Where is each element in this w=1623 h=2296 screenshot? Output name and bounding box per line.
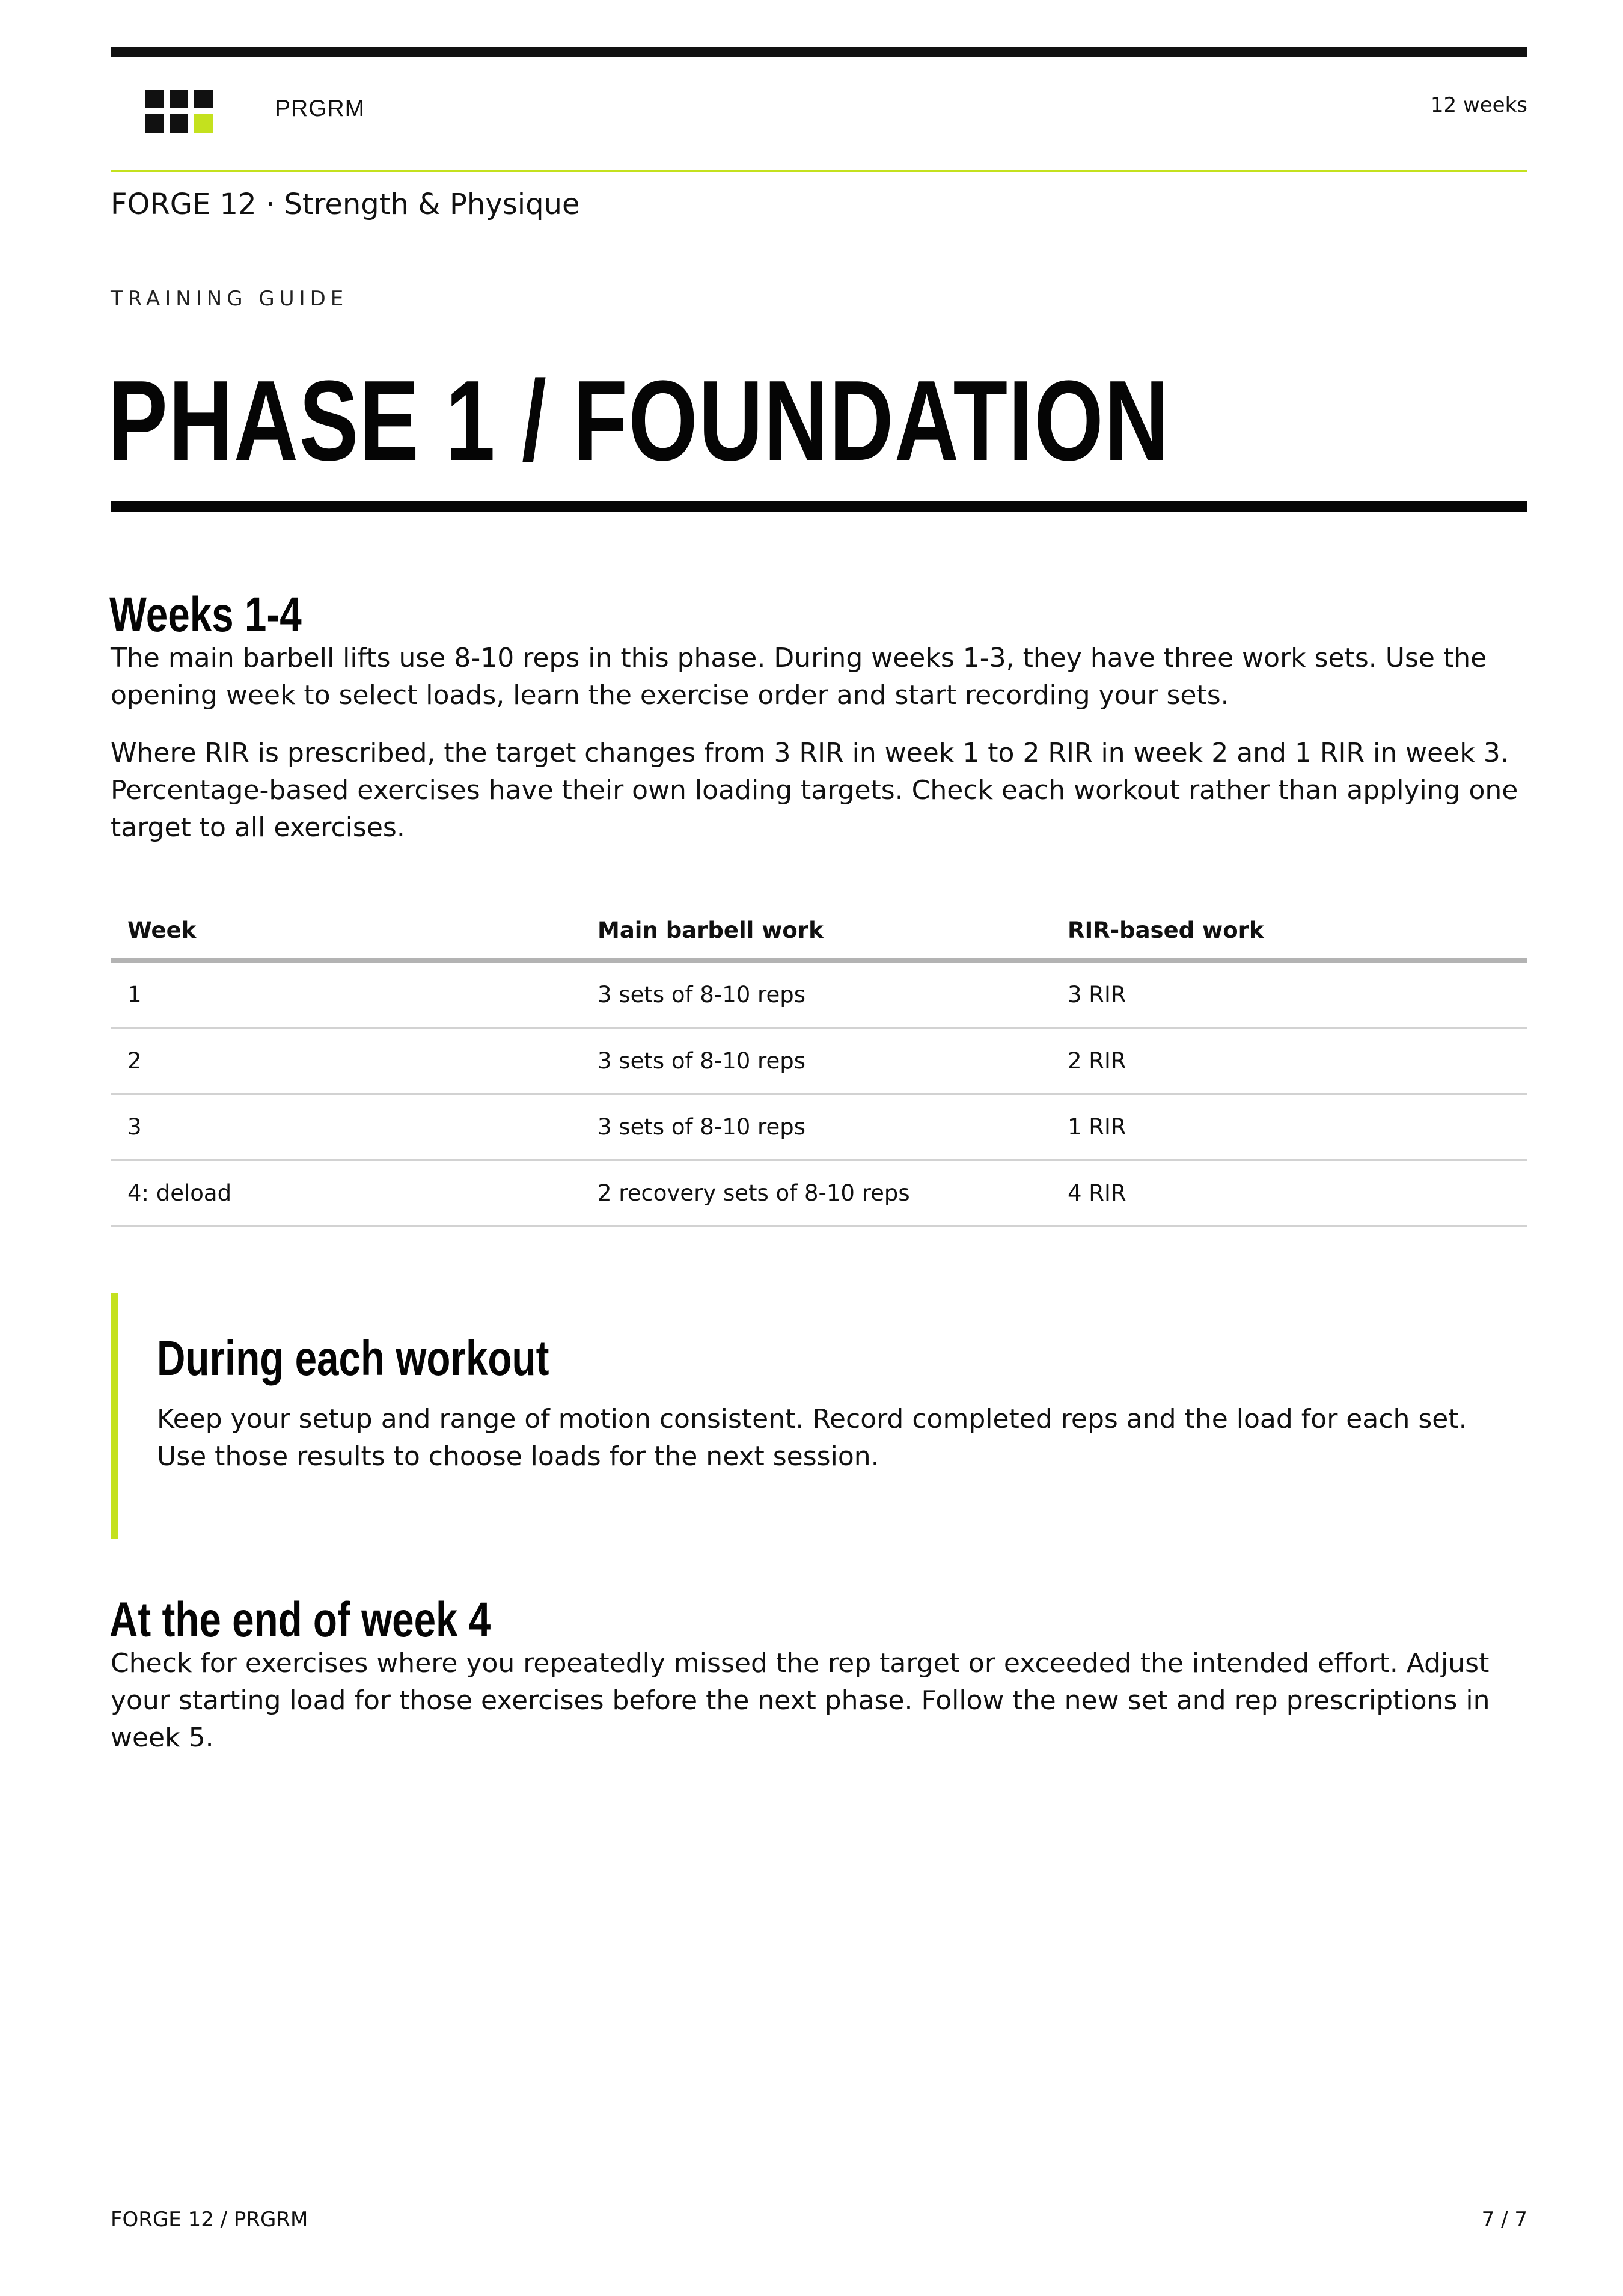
program-name: FORGE 12 · Strength & Physique: [111, 188, 580, 221]
end-week-heading: At the end of week 4: [109, 1593, 491, 1647]
weeks-heading: Weeks 1-4: [109, 587, 302, 642]
title-rule: [111, 501, 1527, 512]
brand-name: PRGRM: [275, 96, 365, 121]
table-cell: 1 RIR: [1068, 1114, 1126, 1140]
weeks-paragraph-2: Where RIR is prescribed, the target changes from 3 RIR in week 1 to 2 RIR in week 2 and 1 RIR in week 3. Percentage-based exercises have their own loading targets. Check each workout rather than applying one target to all exercises.: [111, 738, 1518, 843]
table-row: [111, 1095, 1527, 1161]
page-number: 7 / 7: [1481, 2208, 1527, 2232]
weeks-paragraph-1: The main barbell lifts use 8-10 reps in this phase. During weeks 1-3, they have three work sets. Use the opening week to select loads, learn the exercise order and start recording your sets.: [111, 643, 1487, 711]
section-eyebrow: TRAINING GUIDE: [111, 287, 349, 311]
table-cell: 2 recovery sets of 8-10 reps: [598, 1180, 910, 1206]
table-cell: 1: [127, 982, 142, 1008]
table-row: [111, 1029, 1527, 1095]
table-cell: 4 RIR: [1068, 1180, 1126, 1206]
table-cell: 3 RIR: [1068, 982, 1126, 1008]
page-title: PHASE 1 / FOUNDATION: [108, 357, 1170, 485]
callout-text: Keep your setup and range of motion consistent. Record completed reps and the load for each set. Use those results to choose loads for the next session.: [157, 1404, 1467, 1472]
workout-callout: [111, 1293, 1527, 1539]
grid-logo-icon: [145, 90, 213, 133]
weekly-plan-table: [111, 902, 1527, 1227]
table-cell: 2: [127, 1048, 142, 1074]
program-duration: 12 weeks: [1430, 93, 1527, 117]
table-header-cell: RIR-based work: [1068, 917, 1264, 943]
table-header-row: [111, 902, 1527, 963]
page-header: [111, 75, 1527, 171]
table-cell: 3 sets of 8-10 reps: [598, 1048, 805, 1074]
table-cell: 2 RIR: [1068, 1048, 1126, 1074]
footer-label: FORGE 12 / PRGRM: [111, 2208, 308, 2232]
table-header-cell: Main barbell work: [598, 917, 824, 943]
table-row: [111, 963, 1527, 1029]
header-accent-rule: [111, 170, 1527, 172]
table-cell: 3: [127, 1114, 142, 1140]
top-rule: [111, 47, 1527, 57]
end-week-paragraph: Check for exercises where you repeatedly missed the rep target or exceeded the intended effort. Adjust your starting load for those exercises before the next phase. Follow the new set and rep prescriptions in week 5.: [111, 1648, 1490, 1753]
table-cell: 3 sets of 8-10 reps: [598, 1114, 805, 1140]
table-row: [111, 1161, 1527, 1227]
table-cell: 3 sets of 8-10 reps: [598, 982, 805, 1008]
callout-title: During each workout: [157, 1331, 549, 1386]
table-header-cell: Week: [127, 917, 197, 943]
table-cell: 4: deload: [127, 1180, 232, 1206]
